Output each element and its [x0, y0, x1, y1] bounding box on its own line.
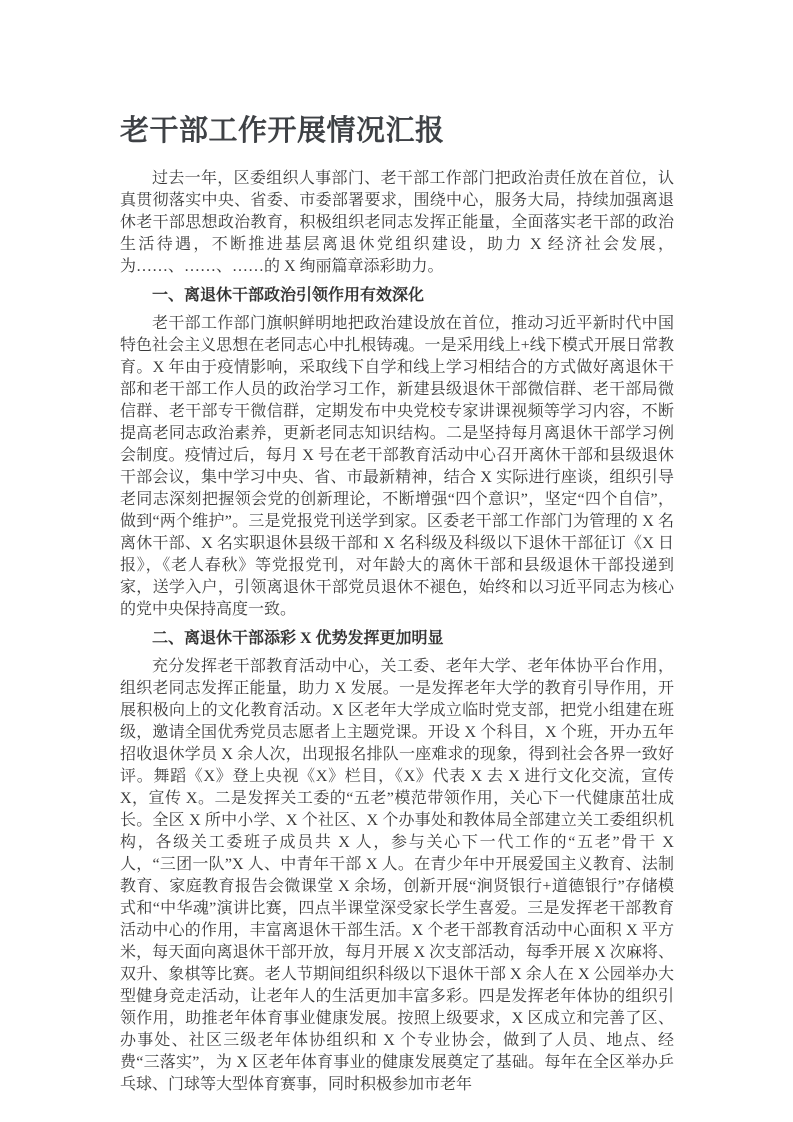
paragraph-intro: 过去一年，区委组织人事部门、老干部工作部门把政治责任放在首位，认真贯彻落实中央、省委、市委部署要求，围绕中心，服务大局，持续加强离退休老干部思想政治教育，积极组织老同志发挥正能量，全面落实老干部的政治生活待遇，不断推进基层离退休党组织建设，助力 X 经济社会发展，为……、……、……的 X 绚丽篇章添彩助力。 — [120, 170, 674, 275]
section-heading-2: 二、离退休干部添彩 X 优势发挥更加明显 — [152, 630, 444, 647]
paragraph-section-1: 老干部工作部门旗帜鲜明地把政治建设放在首位，推动习近平新时代中国特色社会主义思想在老同志心中扎根铸魂。一是采用线上+线下模式开展日常教育。X 年由于疫情影响，采取线下自学和线上学习相结合的方式做好离退休干部和老干部工作人员的政治学习工作，新建县级退休干部微信群、老干部局微信群、老干部专干微信群，定期发布中央党校专家讲课视频等学习内容，不断提高老同志政治素养，更新老同志知识结构。二是坚持每月离退休干部学习例会制度。疫情过后，每月 X 号在老干部教育活动中心召开离休干部和县级退休干部会议，集中学习中央、省、市最新精神，结合 X 实际进行座谈，组织引导老同志深刻把握领会党的创新理论，不断增强“四个意识”，坚定“四个自信”，做到“两个维护”。三是党报党刊送学到家。区委老干部工作部门为管理的 X 名离休干部、X 名实职退休县级干部和 X 名科级及科级以下退休干部征订《X 日报》，《老人春秋》等党报党刊，对年龄大的离休干部和县级退休干部投递到家，送学入户，引领离退休干部党员退休不褪色，始终和以习近平同志为核心的党中央保持高度一致。 — [120, 315, 674, 618]
paragraph-section-2: 充分发挥老干部教育活动中心，关工委、老年大学、老年体协平台作用，组织老同志发挥正能量，助力 X 发展。一是发挥老年大学的教育引导作用，开展积极向上的文化教育活动。X 区老年大学成立临时党支部，把党小组建在班级，邀请全国优秀党员志愿者上主题党课。开设 X 个科目，X 个班，开办五年招收退休学员 X 余人次，出现报名排队一座难求的现象，得到社会各界一致好评。舞蹈《X》登上央视《X》栏目，《X》代表 X 去 X 进行文化交流，宣传 X，宣传 X。二是发挥关工委的“五老”模范带领作用，关心下一代健康茁壮成长。全区 X 所中小学、X 个社区、X 个办事处和教体局全部建立关工委组织机构，各级关工委班子成员共 X 人，参与关心下一代工作的“五老”骨干 X 人，“三团一队”X 人、中青年干部 X 人。在青少年中开展爱国主义教育、法制教育、家庭教育报告会微课堂 X 余场，创新开展“涧贤银行+道德银行”存储模式和“中华魂”演讲比赛，四点半课堂深受家长学生喜爱。三是发挥老干部教育活动中心的作用，丰富离退休干部生活。X 个老干部教育活动中心面积 X 平方米，每天面向离退休干部开放，每月开展 X 次支部活动，每季开展 X 次麻将、双升、象棋等比赛。老人节期间组织科级以下退休干部 X 余人在 X 公园举办大型健身竞走活动，让老年人的生活更加丰富多彩。四是发挥老年体协的组织引领作用，助推老年体育事业健康发展。按照上级要求，X 区成立和完善了区、办事处、社区三级老年体协组织和 X 个专业协会，做到了人员、地点、经费“三落实”，为 X 区老年体育事业的健康发展奠定了基础。每年在全区举办乒乓球、门球等大型体育赛事，同时积极参加市老年 — [120, 658, 674, 1093]
section-heading-1: 一、离退休干部政治引领作用有效深化 — [152, 287, 425, 304]
document-title: 老干部工作开展情况汇报 — [120, 115, 445, 147]
